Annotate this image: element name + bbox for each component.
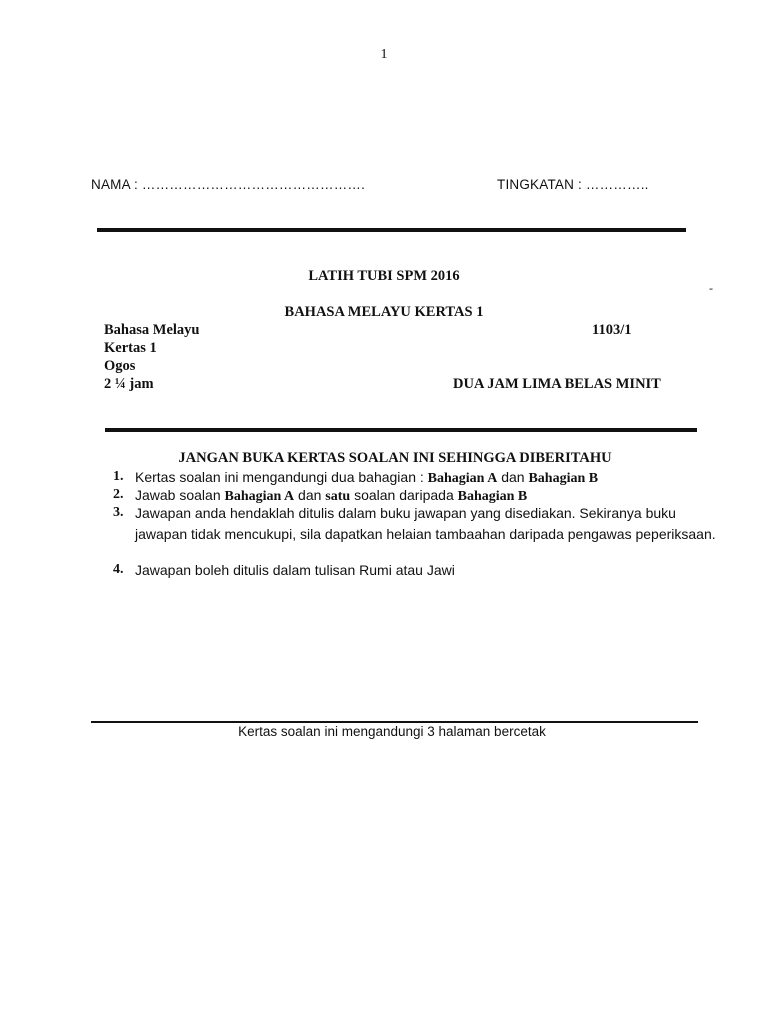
instruction-text: Jawapan boleh ditulis dalam tulisan Rumi atau Jawi — [135, 562, 455, 578]
name-field: NAMA : …………………………………………. — [91, 177, 366, 192]
paper-code: 1103/1 — [592, 322, 632, 338]
duration-words: DUA JAM LIMA BELAS MINIT — [453, 376, 661, 392]
middle-divider — [105, 428, 697, 432]
instruction-text: Kertas soalan ini mengandungi dua bahagian : Bahagian A dan Bahagian B — [135, 469, 599, 486]
page-count-note: Kertas soalan ini mengandungi 3 halaman bercetak — [238, 724, 546, 739]
page-number: 1 — [380, 47, 388, 62]
top-divider — [97, 228, 686, 232]
instruction-number: 4. — [113, 562, 124, 577]
bottom-divider — [91, 721, 698, 723]
paper-title: BAHASA MELAYU KERTAS 1 — [284, 304, 484, 320]
instruction-number: 2. — [113, 487, 124, 502]
instruction-text: Jawapan anda hendaklah ditulis dalam buku jawapan yang disediakan. Sekiranya buku — [135, 505, 676, 521]
exam-title: LATIH TUBI SPM 2016 — [308, 268, 460, 284]
dash-mark: - — [709, 281, 713, 295]
subject-label: Bahasa Melayu — [104, 322, 200, 338]
instruction-number: 3. — [113, 505, 124, 520]
instruction-number: 1. — [113, 469, 124, 484]
instruction-text-continued: jawapan tidak mencukupi, sila dapatkan helaian tambaahan daripada pengawas peperiksaan. — [135, 526, 716, 542]
instruction-text: Jawab soalan Bahagian A dan satu soalan daripada Bahagian B — [135, 487, 528, 504]
paper-label: Kertas 1 — [104, 340, 157, 356]
tingkatan-field: TINGKATAN : ………….. — [497, 177, 649, 192]
month-label: Ogos — [104, 358, 136, 374]
warning-heading: JANGAN BUKA KERTAS SOALAN INI SEHINGGA DIBERITAHU — [178, 450, 612, 466]
duration-label: 2 ¼ jam — [104, 376, 154, 392]
